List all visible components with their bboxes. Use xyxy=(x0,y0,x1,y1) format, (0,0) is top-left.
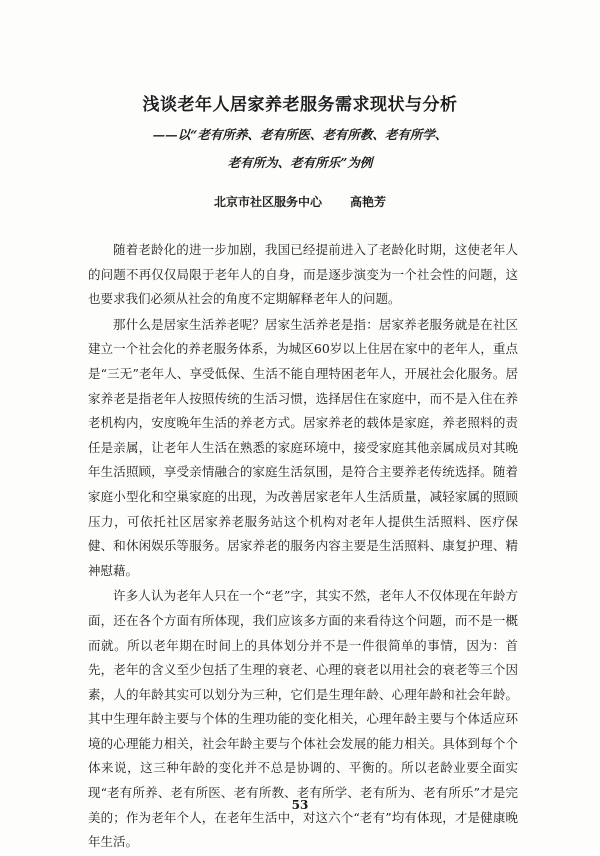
body-paragraph: 随着老龄化的进一步加剧，我国已经提前进入了老龄化时期，这使老年人的问题不再仅仅局限于老年人的自身，而是逐步演变为一个社会性的问题，这也要求我们必须从社会的角度不定期解释老年人的问题。 xyxy=(88,242,518,307)
byline xyxy=(0,193,600,210)
body-paragraph: 许多人认为老年人只在一个“老”字，其实不然，老年人不仅体现在年龄方面，还在各个方面有所体现，我们应该多方面的来看待这个问题，而不是一概而就。所以老年期在时间上的具体划分并不是一件很简单的事情，因为：首先，老年的含义至少包括了生理的衰老、心理的衰老以用社会的衰老等三个因素，人的年龄其实可以划分为三种，它们是生理年龄、心理年龄和社会年龄。其中生理年龄主要与个体的生理功能的变化相关，心理年龄主要与个体适应环境的心理能力相关，社会年龄主要与个体社会发展的能力相关。具体到每个个体来说，这三种年龄的变化并不总是协调的、平衡的。所以老龄业要全面实现“老有所养、老有所医、老有所教、老有所学、老有所为、老有所乐”才是完美的；作为老年个人，在老年生活中，对这六个“老有”均有体现，才是健康晚年生活。 xyxy=(88,588,518,850)
article-subtitle-line-2: 老有所为、老有所乐”为例 xyxy=(227,155,373,170)
author-affiliation: 北京市社区服务中心 xyxy=(213,195,322,209)
article-subtitle-line-1: ——以“老有所养、老有所医、老有所教、老有所学、 xyxy=(152,127,448,142)
article-title: 浅谈老年人居家养老服务需求现状与分析 xyxy=(142,95,458,115)
author-name: 高艳芳 xyxy=(350,195,387,209)
body-paragraph: 那什么是居家生活养老呢？居家生活养老是指：居家养老服务就是在社区建立一个社会化的养老服务体系，为城区60岁以上住居在家中的老年人，重点是“三无”老年人、享受低保、生活不能自理特困老年人，开展社会化服务。居家养老是指老年人按照传统的生活习惯，选择居住在家庭中，而不是入住在养老机构内，安度晚年生活的养老方式。居家养老的载体是家庭，养老照料的责任是亲属，让老年人生活在熟悉的家庭环境中，接受家庭其他亲属成员对其晚年生活照顾，享受亲情融合的家庭生活氛围，是符合主要养老传统选择。随着家庭小型化和空巢家庭的出现，为改善居家老年人生活质量，减轻家属的照顾压力，可依托社区居家养老服务站这个机构对老年人提供生活照料、医疗保健、和休闲娱乐等服务。居家养老的服务内容主要是生活照料、康复护理、精神慰藉。 xyxy=(88,316,518,578)
article-body xyxy=(88,238,518,856)
page-number: 53 xyxy=(291,798,309,812)
